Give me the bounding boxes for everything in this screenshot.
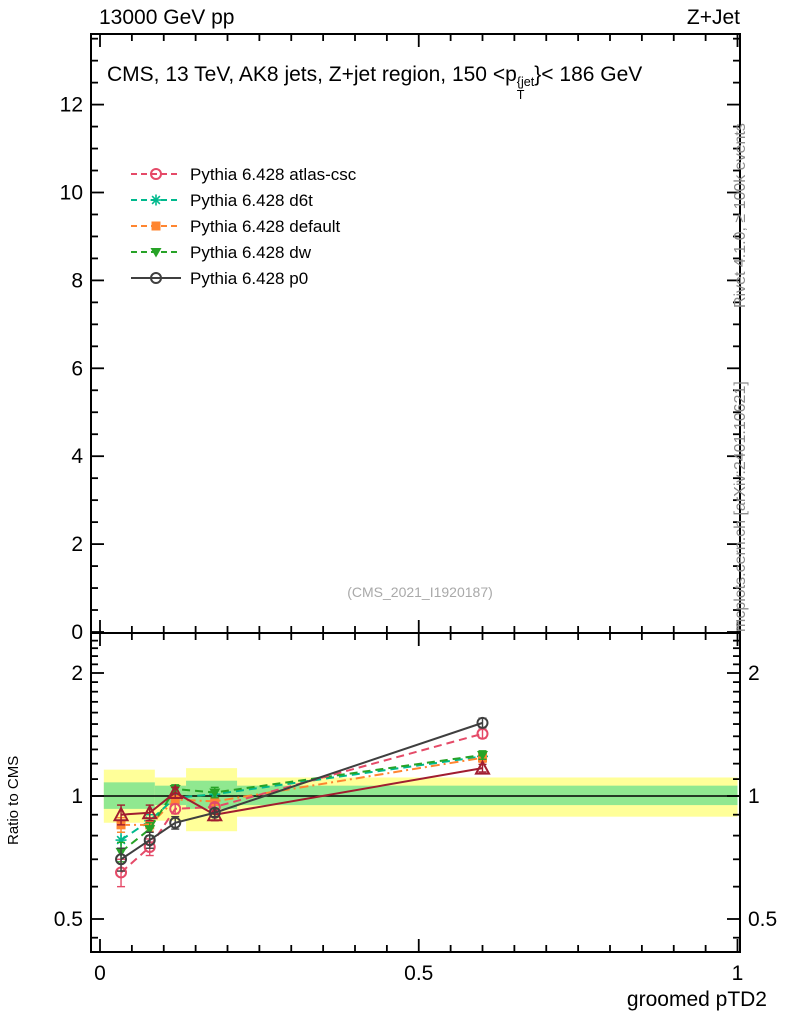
legend-item-default <box>131 217 341 236</box>
legend-label: Pythia 6.428 atlas-csc <box>190 165 357 184</box>
ratio-y-tick-label-left: 0.5 <box>53 908 83 932</box>
plot-title-superscript: {jet <box>516 75 535 90</box>
main-y-tick-label: 10 <box>59 181 83 205</box>
legend-label: Pythia 6.428 dw <box>190 243 311 262</box>
beam-energy-label: 13000 GeV pp <box>99 6 235 29</box>
legend-item-atlas-csc <box>131 165 357 184</box>
default-marker <box>152 222 161 231</box>
plot-title-subscript: T <box>516 87 525 102</box>
mcplots-arxiv-note: mcplots.cern.ch [arXiv:2401.10621] <box>732 381 749 632</box>
main-y-tick-label: 12 <box>59 93 83 117</box>
x-tick-label: 0.5 <box>404 962 434 985</box>
ratio-y-tick-label-right: 2 <box>748 661 760 685</box>
legend-label: Pythia 6.428 default <box>190 217 341 236</box>
main-y-tick-label: 2 <box>71 533 83 557</box>
ratio-y-tick-label-right: 1 <box>748 785 760 808</box>
main-y-tick-label: 8 <box>71 269 83 293</box>
legend-label: Pythia 6.428 d6t <box>190 191 313 210</box>
legend-item-d6t <box>131 191 313 210</box>
main-y-tick-label: 0 <box>71 621 83 644</box>
ratio-y-tick-label-right: 0.5 <box>748 908 778 932</box>
plot-title-suffix: }< 186 GeV <box>534 63 643 86</box>
pt-jet-supsub <box>517 76 535 101</box>
plot-title <box>107 63 642 101</box>
main-frame <box>91 34 740 633</box>
main-y-tick-label: 6 <box>71 357 83 381</box>
analysis-watermark: (CMS_2021_I1920187) <box>347 584 493 600</box>
x-axis-title: groomed pTD2 <box>626 988 767 1011</box>
x-tick-label: 0 <box>94 962 106 985</box>
legend-label: Pythia 6.428 p0 <box>190 269 309 288</box>
plot-title-prefix: CMS, 13 TeV, AK8 jets, Z+jet region, 150 <p <box>107 63 517 86</box>
rivet-version-note: Rivet 4.1.0, ≥ 100k events <box>732 123 749 308</box>
ratio-y-tick-label-left: 1 <box>71 785 83 808</box>
main-y-tick-label: 4 <box>71 445 83 469</box>
legend-item-p0 <box>131 269 308 288</box>
process-label: Z+Jet <box>686 6 740 29</box>
ratio-axis-title: Ratio to CMS <box>5 755 22 845</box>
ratio-y-tick-label-left: 2 <box>71 661 83 685</box>
legend-item-dw <box>131 243 312 262</box>
x-tick-label: 1 <box>731 962 744 985</box>
